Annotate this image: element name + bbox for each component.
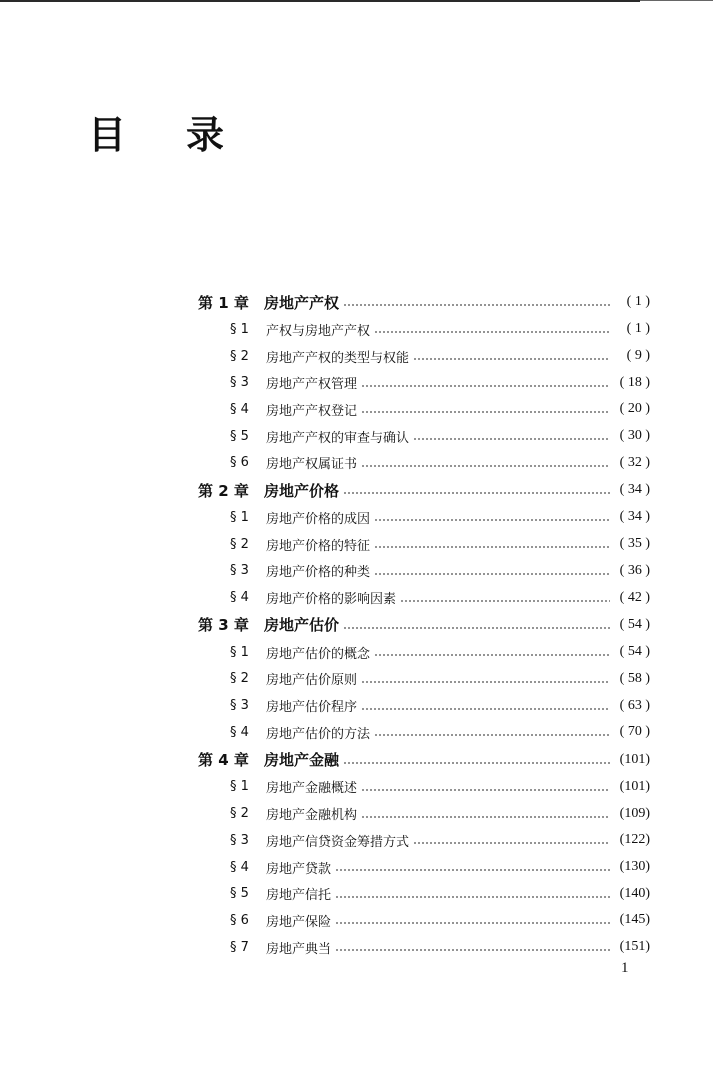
section-title: 房地产权属证书 xyxy=(266,457,358,473)
dot-leader xyxy=(361,411,610,413)
section-title: 房地产金融概述 xyxy=(266,781,358,797)
dot-leader xyxy=(343,492,610,494)
section-title: 房地产典当 xyxy=(266,941,332,957)
toc-section-row xyxy=(198,666,650,693)
toc-section-row xyxy=(198,558,650,585)
section-title: 房地产信贷资金筹措方式 xyxy=(266,834,410,850)
toc-section-row xyxy=(198,396,650,423)
section-number: § 5 xyxy=(230,886,249,902)
page-reference: ( 30 ) xyxy=(619,428,650,444)
dot-leader xyxy=(343,762,610,764)
dot-leader xyxy=(335,896,610,898)
dot-leader xyxy=(335,949,610,951)
table-of-contents xyxy=(198,288,650,960)
chapter-number: 第 1 章 xyxy=(198,293,249,312)
page-reference: (151) xyxy=(619,939,650,955)
dot-leader xyxy=(361,385,610,387)
page-reference: ( 32 ) xyxy=(619,454,650,470)
chapter-title: 房地产价格 xyxy=(264,481,340,500)
page-reference: (109) xyxy=(619,805,650,821)
toc-section-row xyxy=(198,449,650,476)
page-title: 目录 xyxy=(88,113,285,157)
dot-leader xyxy=(343,304,610,306)
section-number: § 1 xyxy=(230,321,249,337)
toc-chapter-row xyxy=(198,288,650,316)
dot-leader xyxy=(400,600,610,602)
toc-section-row xyxy=(198,584,650,611)
toc-section-row xyxy=(198,369,650,396)
page-reference: ( 42 ) xyxy=(619,589,650,605)
section-number: § 4 xyxy=(230,590,249,606)
page-reference: ( 70 ) xyxy=(619,724,650,740)
dot-leader xyxy=(361,708,610,710)
section-number: § 6 xyxy=(230,912,249,928)
page-reference: ( 58 ) xyxy=(619,670,650,686)
toc-section-row xyxy=(198,531,650,558)
page-reference: ( 1 ) xyxy=(626,294,650,309)
toc-section-row xyxy=(198,692,650,719)
dot-leader xyxy=(374,519,610,521)
toc-section-row xyxy=(198,934,650,961)
toc-section-row xyxy=(198,880,650,907)
toc-chapter-row xyxy=(198,476,650,504)
section-number: § 4 xyxy=(230,859,249,875)
page-reference: (101) xyxy=(619,778,650,794)
page-reference: (101) xyxy=(619,751,650,767)
section-number: § 2 xyxy=(230,806,249,822)
section-title: 房地产产权的审查与确认 xyxy=(266,430,410,446)
toc-chapter-row xyxy=(198,611,650,639)
page-reference: ( 18 ) xyxy=(619,374,650,390)
section-number: § 3 xyxy=(230,375,249,391)
dot-leader xyxy=(374,734,610,736)
dot-leader xyxy=(374,546,610,548)
section-title: 房地产产权登记 xyxy=(266,403,358,419)
section-number: § 3 xyxy=(230,832,249,848)
page-reference: (130) xyxy=(619,859,650,875)
section-number: § 7 xyxy=(230,939,249,955)
dot-leader xyxy=(374,654,610,656)
toc-section-row xyxy=(198,774,650,801)
dot-leader xyxy=(335,869,610,871)
dot-leader xyxy=(413,438,610,440)
dot-leader xyxy=(361,789,610,791)
chapter-number: 第 3 章 xyxy=(198,616,249,635)
dot-leader xyxy=(335,922,610,924)
section-title: 房地产保险 xyxy=(266,914,332,930)
page-reference: ( 9 ) xyxy=(626,348,650,364)
page-reference: ( 54 ) xyxy=(619,616,650,632)
page-number: 1 xyxy=(621,960,629,976)
page-reference: ( 36 ) xyxy=(619,562,650,578)
toc-section-row xyxy=(198,907,650,934)
section-number: § 6 xyxy=(230,455,249,471)
section-title: 房地产估价的方法 xyxy=(266,726,371,742)
section-number: § 1 xyxy=(230,779,249,795)
section-title: 房地产价格的特征 xyxy=(266,538,371,554)
dot-leader xyxy=(413,358,610,360)
section-number: § 2 xyxy=(230,536,249,552)
scan-top-edge-faint xyxy=(640,0,713,1)
chapter-number: 第 2 章 xyxy=(198,481,249,500)
page-reference: (140) xyxy=(619,885,650,901)
page-reference: (122) xyxy=(619,832,650,848)
dot-leader xyxy=(343,627,610,629)
dot-leader xyxy=(374,573,610,575)
section-number: § 4 xyxy=(230,724,249,740)
page-reference: ( 1 ) xyxy=(626,321,650,337)
toc-section-row xyxy=(198,827,650,854)
section-number: § 1 xyxy=(230,509,249,525)
page-reference: (145) xyxy=(619,912,650,928)
page-reference: ( 20 ) xyxy=(619,401,650,417)
section-title: 房地产价格的种类 xyxy=(266,565,371,581)
section-title: 房地产估价原则 xyxy=(266,673,358,689)
toc-section-row xyxy=(198,800,650,827)
toc-section-row xyxy=(198,854,650,881)
toc-section-row xyxy=(198,316,650,343)
section-title: 房地产产权的类型与权能 xyxy=(266,350,410,366)
dot-leader xyxy=(413,842,610,844)
chapter-title: 房地产估价 xyxy=(264,616,340,635)
toc-section-row xyxy=(198,639,650,666)
section-number: § 4 xyxy=(230,401,249,417)
toc-section-row xyxy=(198,423,650,450)
section-title: 房地产价格的成因 xyxy=(266,511,371,527)
section-title: 房地产金融机构 xyxy=(266,808,358,824)
section-title: 房地产价格的影响因素 xyxy=(266,592,397,608)
section-number: § 2 xyxy=(230,671,249,687)
page-reference: ( 34 ) xyxy=(619,509,650,525)
dot-leader xyxy=(361,681,610,683)
chapter-title: 房地产金融 xyxy=(264,751,340,770)
page-reference: ( 54 ) xyxy=(619,644,650,660)
section-title: 房地产估价程序 xyxy=(266,700,358,716)
dot-leader xyxy=(374,331,610,333)
toc-section-row xyxy=(198,504,650,531)
toc-section-row xyxy=(198,343,650,370)
toc-section-row xyxy=(198,719,650,746)
section-title: 房地产产权管理 xyxy=(266,377,358,393)
page-reference: ( 35 ) xyxy=(619,536,650,552)
page-reference: ( 34 ) xyxy=(619,482,650,498)
section-title: 房地产信托 xyxy=(266,888,332,904)
section-title: 产权与房地产产权 xyxy=(266,323,371,339)
section-title: 房地产贷款 xyxy=(266,861,332,877)
chapter-number: 第 4 章 xyxy=(198,751,249,770)
section-number: § 3 xyxy=(230,698,249,714)
section-number: § 1 xyxy=(230,644,249,660)
page-reference: ( 63 ) xyxy=(619,697,650,713)
section-title: 房地产估价的概念 xyxy=(266,646,371,662)
toc-chapter-row xyxy=(198,746,650,774)
section-number: § 3 xyxy=(230,563,249,579)
section-number: § 2 xyxy=(230,348,249,364)
scan-top-edge xyxy=(0,0,640,2)
dot-leader xyxy=(361,816,610,818)
dot-leader xyxy=(361,465,610,467)
chapter-title: 房地产产权 xyxy=(264,293,340,312)
section-number: § 5 xyxy=(230,428,249,444)
